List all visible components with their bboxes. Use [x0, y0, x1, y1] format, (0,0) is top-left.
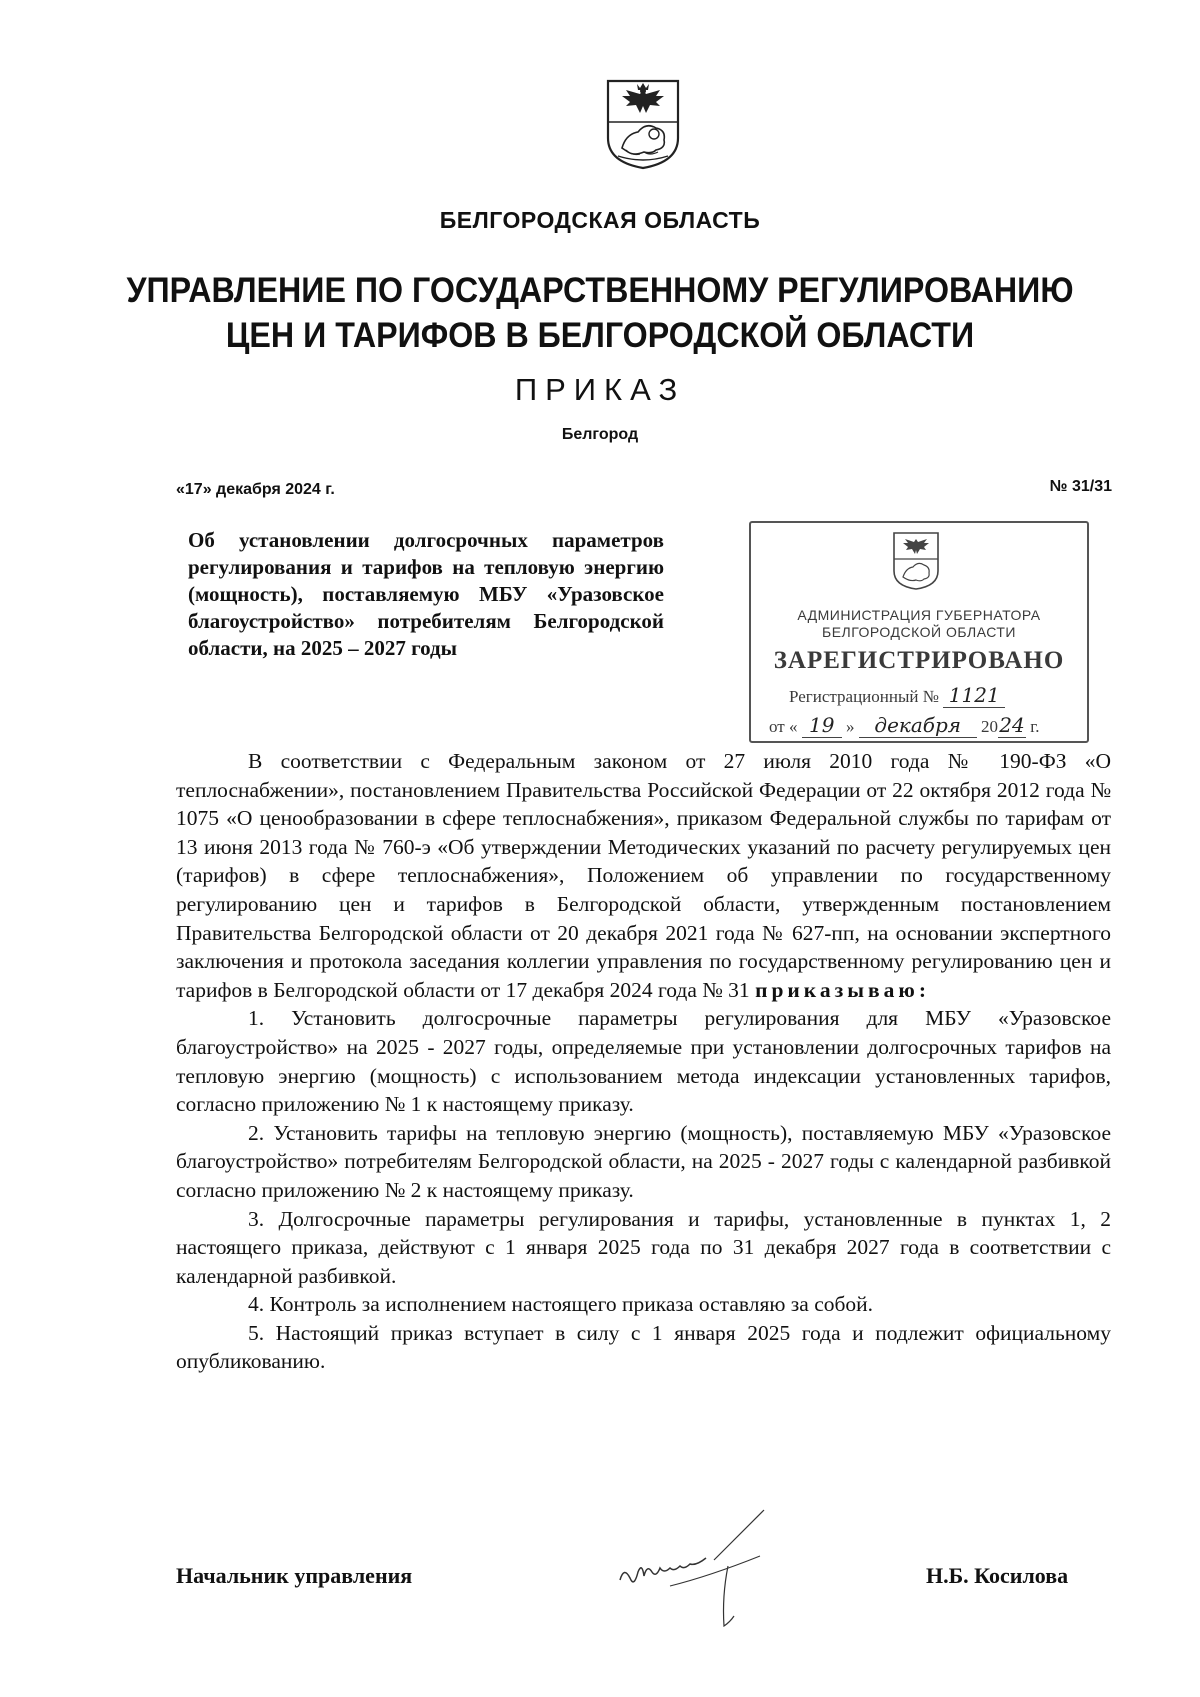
signatory-name: Н.Б. Косилова: [926, 1563, 1069, 1588]
stamp-date-separator: »: [845, 717, 855, 736]
stamp-date-end: г.: [1030, 717, 1040, 736]
order-item: 1. Установить долгосрочные параметры регулирования для МБУ «Уразовское благоустройство» на 2025 - 2027 годы, определяемые при установлении долгосрочных тарифов на тепловую энергию (мощность) с использованием метода индексации установленных тарифов, согласно приложению № 1 к настоящему приказу.: [176, 1006, 1111, 1117]
agency-title-line1: УПРАВЛЕНИЕ ПО ГОСУДАРСТВЕННОМУ РЕГУЛИРОВАНИЮ: [126, 271, 1074, 310]
agency-title-line2: ЦЕН И ТАРИФОВ В БЕЛГОРОДСКОЙ ОБЛАСТИ: [225, 316, 975, 355]
order-item: 4. Контроль за исполнением настоящего приказа оставляю за собой.: [248, 1292, 874, 1317]
stamp-number-label: Регистрационный №: [789, 687, 939, 706]
document-body: [176, 747, 1111, 1376]
document-type: ПРИКАЗ: [514, 372, 686, 407]
order-item: 2. Установить тарифы на тепловую энергию (мощность), поставляемую МБУ «Уразовское благоустройство» потребителям Белгородской области, на 2025 - 2027 годы с календарной разбивкой согласно приложению № 2 к настоящему приказу.: [176, 1120, 1111, 1202]
city: Белгород: [561, 426, 639, 443]
order-item: 3. Долгосрочные параметры регулирования и тарифы, установленные в пунктах 1, 2 настоящего приказа, действуют с 1 января 2025 года по 31 декабря 2027 года в соответствии с календарной разбивкой.: [176, 1206, 1111, 1288]
handwritten-signature-icon: [610, 1500, 810, 1650]
preamble-text: В соответствии с Федеральным законом от 27 июля 2010 года № 190-ФЗ «О теплоснабжении», постановлением Правительства Российской Федерации от 22 октября 2012 года № 1075 «О ценообразовании в сфере теплоснабжения», приказом Федеральной службы по тарифам от 13 июня 2013 года № 760-э «Об утверждении Методических указаний по расчету регулируемых цен (тарифов) в сфере теплоснабжения», Положением об управлении по государственному регулированию цен и тарифов в Белгородской области, утвержденным постановлением Правительства Белгородской области от 20 декабря 2021 года № 627-пп, на основании экспертного заключения и протокола заседания коллегии управления по государственному регулированию цен и тарифов в Белгородской области от 17 декабря 2024 года № 31: [176, 749, 1111, 1002]
order-item: 5. Настоящий приказ вступает в силу с 1 января 2025 года и подлежит официальному опубликованию.: [176, 1320, 1111, 1374]
signatory-position: Начальник управления: [176, 1563, 413, 1588]
document-subject: Об установлении долгосрочных параметров регулирования и тарифов на тепловую энергию (мощность), поставляемую МБУ «Уразовское благоустройство» потребителям Белгородской области, на 2025 – 2027 годы: [188, 528, 664, 660]
stamp-coat-of-arms-icon: [891, 531, 941, 591]
document-number: № 31/31: [1049, 478, 1112, 495]
stamp-number-value: 1121: [943, 683, 1005, 708]
coat-of-arms-icon: [604, 78, 682, 170]
stamp-authority-line2: БЕЛГОРОДСКОЙ ОБЛАСТИ: [822, 624, 1016, 640]
document-date: «17» декабря 2024 г.: [176, 481, 335, 498]
stamp-registration-date: [769, 713, 1040, 738]
order-word: приказываю:: [755, 977, 930, 1002]
registration-stamp: [749, 521, 1089, 743]
agency-title: [48, 268, 1152, 358]
stamp-date-year-prefix: 20: [980, 717, 998, 736]
stamp-date-year-suffix: 24: [999, 713, 1025, 737]
stamp-registered-label: ЗАРЕГИСТРИРОВАНО: [773, 647, 1065, 674]
stamp-authority: [751, 607, 1087, 641]
stamp-authority-line1: АДМИНИСТРАЦИЯ ГУБЕРНАТОРА: [797, 607, 1041, 623]
stamp-date-prefix: от «: [769, 717, 798, 736]
stamp-registration-number: [789, 683, 1005, 708]
region-title: БЕЛГОРОДСКАЯ ОБЛАСТЬ: [439, 207, 761, 233]
preamble-paragraph: [176, 747, 1111, 1004]
stamp-date-month: декабря: [859, 713, 977, 738]
stamp-date-day: 19: [802, 713, 842, 738]
